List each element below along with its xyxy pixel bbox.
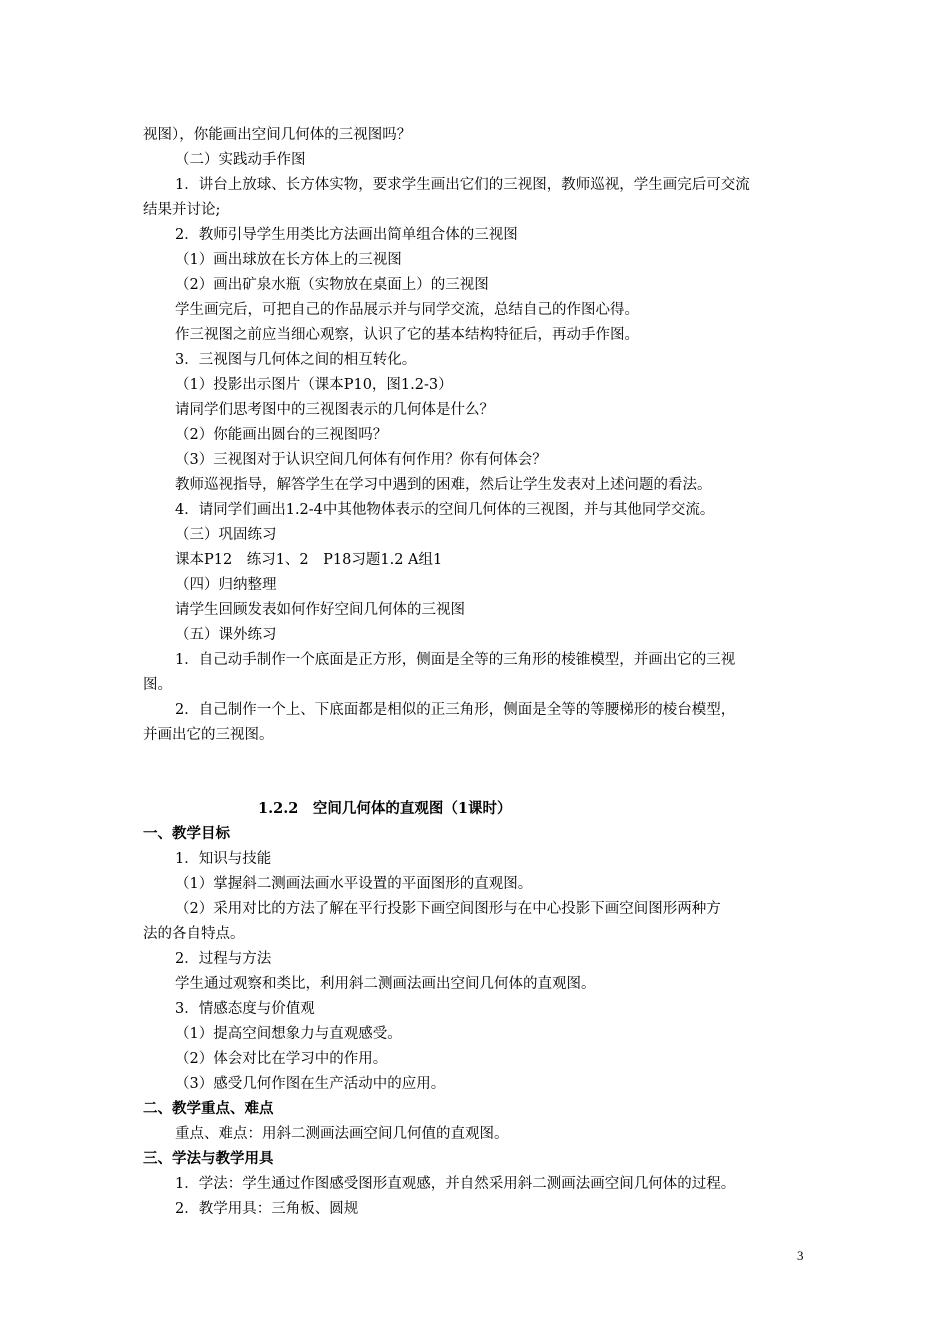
text-line: 2．教师引导学生用类比方法画出简单组合体的三视图 — [175, 227, 518, 243]
text-line: 并画出它的三视图。 — [143, 727, 274, 743]
text-line: （2）你能画出圆台的三视图吗？ — [175, 427, 388, 443]
section-heading: 一、教学目标 — [143, 825, 230, 842]
text-line: 1．学法：学生通过作图感受图形直观感，并自然采用斜二测画法画空间几何体的过程。 — [175, 1176, 736, 1192]
page-number: 3 — [797, 1248, 804, 1263]
text-line: 2．教学用具：三角板、圆规 — [175, 1201, 359, 1217]
text-line: 3．三视图与几何体之间的相互转化。 — [175, 352, 417, 368]
text-line: 视图），你能画出空间几何体的三视图吗？ — [143, 127, 412, 143]
text-line: 请同学们思考图中的三视图表示的几何体是什么？ — [175, 402, 494, 418]
text-line: 1．自己动手制作一个底面是正方形，侧面是全等的三角形的棱锥模型，并画出它的三视 — [175, 652, 736, 668]
text-line: 重点、难点：用斜二测画法画空间几何值的直观图。 — [175, 1126, 509, 1142]
text-line: 3．情感态度与价值观 — [175, 1001, 315, 1017]
text-line: （1）投影出示图片（课本P10，图1.2-3） — [175, 377, 453, 393]
text-line: 作三视图之前应当细心观察，认识了它的基本结构特征后，再动手作图。 — [175, 327, 639, 343]
text-line: 请学生回顾发表如何作好空间几何体的三视图 — [175, 602, 465, 618]
text-line: （三）巩固练习 — [175, 527, 277, 543]
text-line: 2．过程与方法 — [175, 951, 272, 967]
text-line: （2）体会对比在学习中的作用。 — [175, 1051, 388, 1067]
text-line: （1）提高空间想象力与直观感受。 — [175, 1026, 402, 1042]
text-line: 学生通过观察和类比，利用斜二测画法画出空间几何体的直观图。 — [175, 976, 596, 992]
text-line: 图。 — [143, 677, 172, 693]
text-line: （四）归纳整理 — [175, 577, 277, 593]
text-line: 1．讲台上放球、长方体实物，要求学生画出它们的三视图，教师巡视，学生画完后可交流 — [175, 177, 750, 193]
text-line: 4．请同学们画出1.2-4中其他物体表示的空间几何体的三视图，并与其他同学交流。 — [175, 502, 715, 518]
text-line: （2）采用对比的方法了解在平行投影下画空间图形与在中心投影下画空间图形两种方 — [175, 901, 721, 917]
text-line: （1）掌握斜二测画法画水平设置的平面图形的直观图。 — [175, 876, 533, 892]
text-line: （1）画出球放在长方体上的三视图 — [175, 252, 402, 268]
text-line: 结果并讨论; — [143, 202, 221, 218]
text-line: 学生画完后，可把自己的作品展示并与同学交流，总结自己的作图心得。 — [175, 302, 639, 318]
text-line: （3）感受几何作图在生产活动中的应用。 — [175, 1076, 446, 1092]
text-line: （二）实践动手作图 — [175, 152, 306, 168]
section-heading: 三、学法与教学用具 — [143, 1150, 274, 1167]
section-title: 1.2.2 空间几何体的直观图（1课时） — [258, 800, 512, 817]
text-line: （2）画出矿泉水瓶（实物放在桌面上）的三视图 — [175, 277, 489, 293]
text-line: 课本P12 练习1、2 P18习题1.2 A组1 — [175, 552, 443, 568]
text-line: 2．自己制作一个上、下底面都是相似的正三角形，侧面是全等的等腰梯形的棱台模型， — [175, 702, 736, 718]
text-line: 法的各自特点。 — [143, 926, 245, 942]
section-heading: 二、教学重点、难点 — [143, 1100, 274, 1117]
text-line: 教师巡视指导，解答学生在学习中遇到的困难，然后让学生发表对上述问题的看法。 — [175, 477, 712, 493]
text-line: （3）三视图对于认识空间几何体有何作用？你有何体会？ — [175, 452, 547, 468]
text-line: 1．知识与技能 — [175, 851, 272, 867]
text-line: （五）课外练习 — [175, 627, 277, 643]
